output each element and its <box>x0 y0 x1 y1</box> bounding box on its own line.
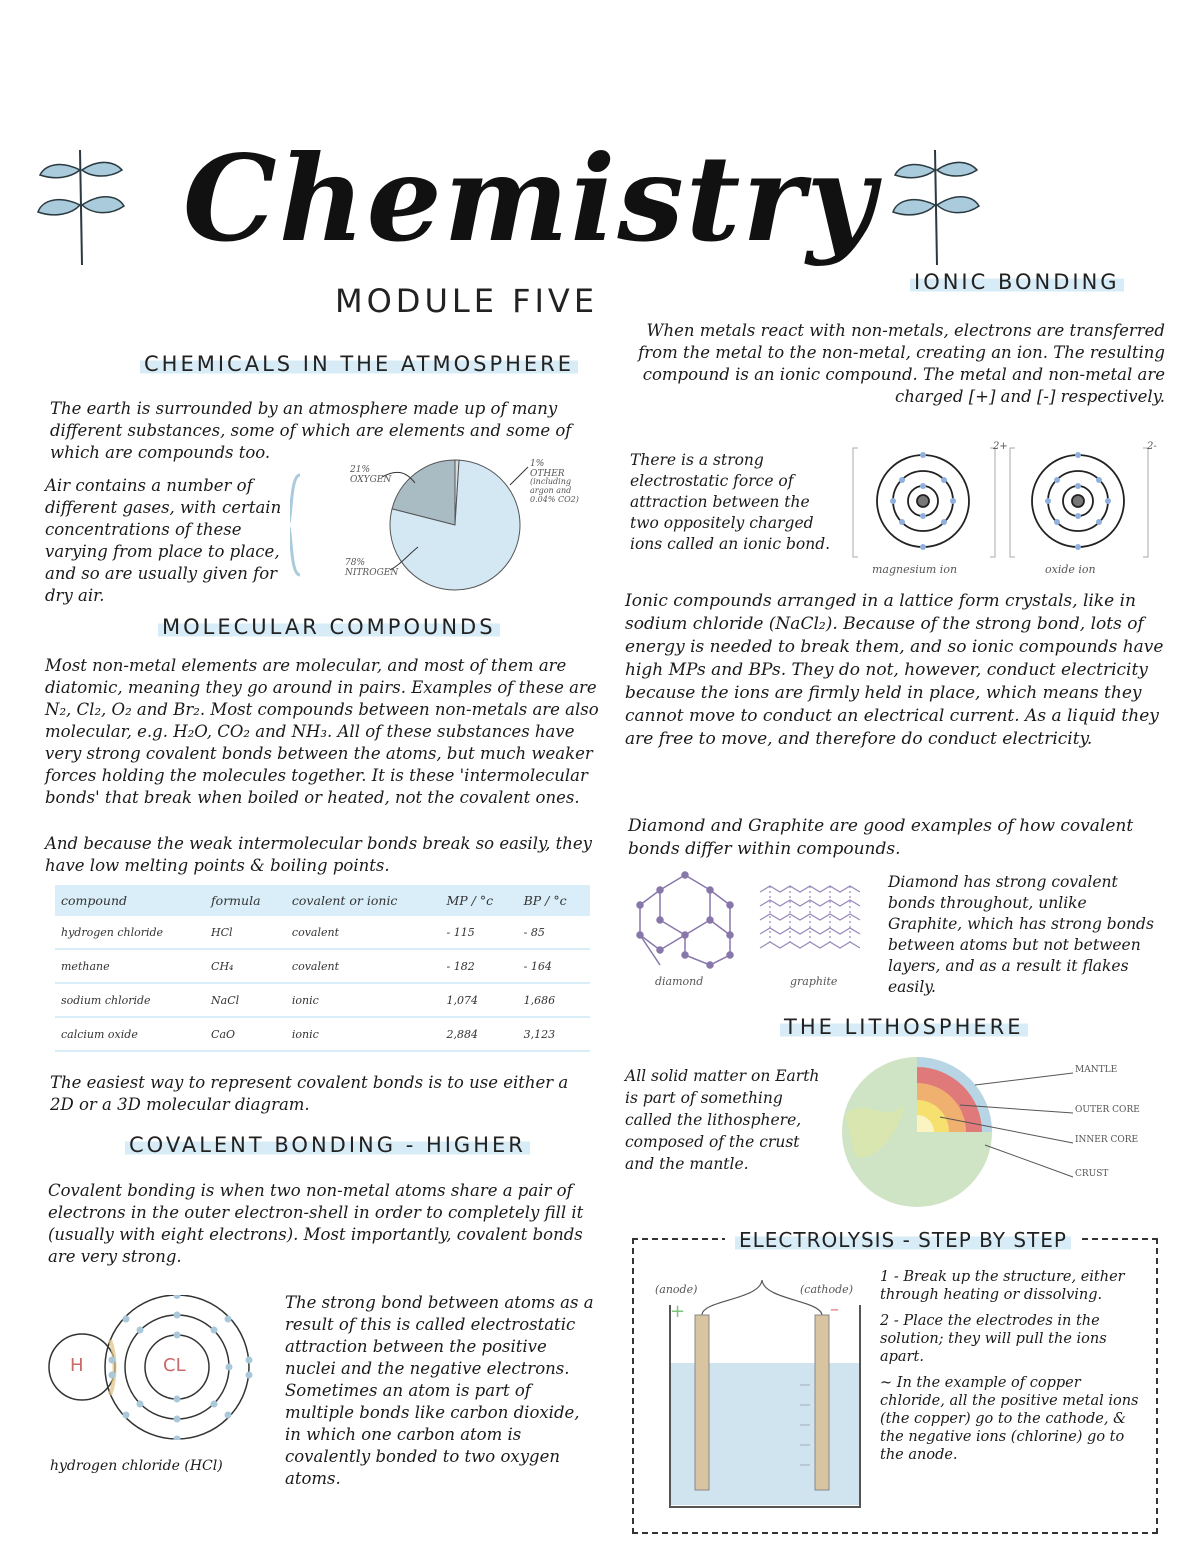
table-cell: 3,123 <box>518 1017 590 1051</box>
electrolysis-heading: ELECTROLYSIS - STEP BY STEP <box>725 1228 1081 1252</box>
ion2-caption: oxide ion <box>1045 563 1096 576</box>
table-header: MP / °c <box>441 885 518 916</box>
table-cell: NaCl <box>205 983 286 1017</box>
layer-label-crust: CRUST <box>1075 1169 1109 1179</box>
leaf-right-icon <box>885 140 985 270</box>
covalent-paragraph-2: The strong bond between atoms as a result of this is called electrostatic attraction between the positive nuclei and the negative electrons. Sometimes an atom is part of multiple bonds like carbon dioxide, in which one carbon atom is covalently bonded to two oxygen atoms. <box>285 1293 594 1488</box>
ionic-paragraph-4: Diamond and Graphite are good examples of how covalent bonds differ within compounds. <box>628 816 1134 859</box>
table-cell: 2,884 <box>441 1017 518 1051</box>
table-cell: ionic <box>286 983 441 1017</box>
table-cell: covalent <box>286 949 441 983</box>
molecular-paragraph-1: Most non-metal elements are molecular, and most of them are diatomic, meaning they go around in pairs. Examples of these are N₂, Cl₂, O₂ and Br₂. Most compounds between non-metals are also molecular, e.g. H₂O, CO₂ and NH₃. All of these substances have very strong covalent bonds between the atoms, but much weaker forces holding the molecules together. It is these 'intermolecular bonds' that break when boiled or heated, not the covalent ones. <box>45 656 599 807</box>
covalent-heading: COVALENT BONDING - HIGHER <box>125 1133 530 1157</box>
hcl-caption: hydrogen chloride (HCl) <box>50 1458 223 1474</box>
ionic-heading: IONIC BONDING <box>910 270 1124 294</box>
table-cell: covalent <box>286 916 441 949</box>
ionic-paragraph-3: Ionic compounds arranged in a lattice form crystals, like in sodium chloride (NaCl₂). Because of the strong bond, lots of energy is needed to break them, and so ionic compounds have high MPs and BPs. They do not, however, conduct electricity because the ions are firmly held in place, which means they cannot move to conduct an electrical current. As a liquid they are free to move, and therefore do conduct electricity. <box>625 591 1164 749</box>
atmosphere-pie-chart <box>290 455 590 595</box>
table-header: BP / °c <box>518 885 590 916</box>
table-cell: calcium oxide <box>55 1017 205 1051</box>
hcl-diagram <box>40 1295 270 1440</box>
table-header: covalent or ionic <box>286 885 441 916</box>
page-title: Chemistry <box>182 129 878 268</box>
atmosphere-intro: The earth is surrounded by an atmosphere made up of many different substances, some of which are elements and some of which are compounds too. <box>50 399 572 462</box>
electrolysis-steps <box>880 1268 1145 1472</box>
layer-label-mantle: MANTLE <box>1075 1065 1118 1075</box>
diamond-caption: diamond <box>655 975 704 988</box>
earth-layers-diagram <box>835 1055 1175 1215</box>
atmosphere-heading: CHEMICALS IN THE ATMOSPHERE <box>140 352 578 376</box>
table-row <box>55 949 590 983</box>
table-cell: sodium chloride <box>55 983 205 1017</box>
graphite-caption: graphite <box>790 975 838 988</box>
ionic-paragraph-1: When metals react with non-metals, electrons are transferred from the metal to the non-metal, creating an ion. The resulting compound is an ionic compound. The metal and non-metal are charged [+] and [-] respectively. <box>638 321 1165 406</box>
table-cell: ionic <box>286 1017 441 1051</box>
cathode-label: (cathode) <box>800 1283 853 1296</box>
ion1-caption: magnesium ion <box>872 563 958 576</box>
ionic-paragraph-5: Diamond has strong covalent bonds throughout, unlike Graphite, which has strong bonds between atoms but not between layers, and as a result it flakes easily. <box>888 873 1154 996</box>
table-cell: CH₄ <box>205 949 286 983</box>
table-header: compound <box>55 885 205 916</box>
table-header: formula <box>205 885 286 916</box>
ion-diagrams <box>850 441 1170 585</box>
hcl-cl-label: CL <box>163 1355 186 1376</box>
table-row <box>55 983 590 1017</box>
lithosphere-text: All solid matter on Earth is part of something called the lithosphere, composed of the crust and the mantle. <box>625 1067 820 1173</box>
table-cell: hydrogen chloride <box>55 916 205 949</box>
ionic-paragraph-2: There is a strong electrostatic force of attraction between the two oppositely charged ions called an ionic bond. <box>630 451 831 553</box>
electrolysis-step-1: 1 - Break up the structure, either through heating or dissolving. <box>880 1269 1125 1303</box>
module-subtitle: MODULE FIVE <box>335 282 599 320</box>
table-cell: CaO <box>205 1017 286 1051</box>
molecular-heading: MOLECULAR COMPOUNDS <box>158 615 500 639</box>
covalent-intro: The easiest way to represent covalent bonds is to use either a 2D or a 3D molecular diagram. <box>50 1073 569 1114</box>
pie-label-other-note: (including argon and 0.04% CO2) <box>530 477 579 504</box>
ion2-charge: 2- <box>1147 441 1157 452</box>
minus-sign: – <box>830 1299 839 1320</box>
table-cell: 1,686 <box>518 983 590 1017</box>
pie-label-nitrogen: 78% NITROGEN <box>345 558 399 578</box>
table-row <box>55 916 590 949</box>
electrolysis-step-2: 2 - Place the electrodes in the solution; they will pull the ions apart. <box>880 1313 1107 1365</box>
table-cell: 1,074 <box>441 983 518 1017</box>
table-cell: methane <box>55 949 205 983</box>
molecular-paragraph-2: And because the weak intermolecular bonds break so easily, they have low melting points & boiling points. <box>45 834 592 875</box>
table-cell: - 164 <box>518 949 590 983</box>
air-text: Air contains a number of different gases, with certain concentrations of these varying from place to place, and so are usually given for dry air. <box>45 476 282 605</box>
pie-label-other: 1% OTHER <box>530 459 565 479</box>
ion1-charge: 2+ <box>993 441 1008 452</box>
layer-label-outer-core: OUTER CORE <box>1075 1105 1140 1115</box>
table-row <box>55 1017 590 1051</box>
table-cell: HCl <box>205 916 286 949</box>
graphite-diagram <box>755 880 865 960</box>
electrolysis-diagram <box>650 1275 875 1510</box>
lithosphere-heading: THE LITHOSPHERE <box>780 1015 1028 1039</box>
table-cell: - 182 <box>441 949 518 983</box>
hcl-h-label: H <box>70 1355 84 1376</box>
pie-label-oxygen: 21% OXYGEN <box>350 465 392 485</box>
covalent-paragraph-1: Covalent bonding is when two non-metal atoms share a pair of electrons in the outer electron-shell in order to completely fill it (usually with eight electrons). Most importantly, covalent bonds are very strong. <box>48 1181 584 1266</box>
diamond-diagram <box>630 870 740 970</box>
leaf-left-icon <box>30 140 130 270</box>
table-cell: - 115 <box>441 916 518 949</box>
electrolysis-step-3: ~ In the example of copper chloride, all the positive metal ions (the copper) go to the cathode, & the negative ions (chlorine) go to the anode. <box>880 1375 1139 1463</box>
anode-label: (anode) <box>655 1283 698 1296</box>
layer-label-inner-core: INNER CORE <box>1075 1135 1139 1145</box>
compound-table <box>55 885 590 1052</box>
plus-sign: + <box>670 1301 686 1322</box>
table-cell: - 85 <box>518 916 590 949</box>
